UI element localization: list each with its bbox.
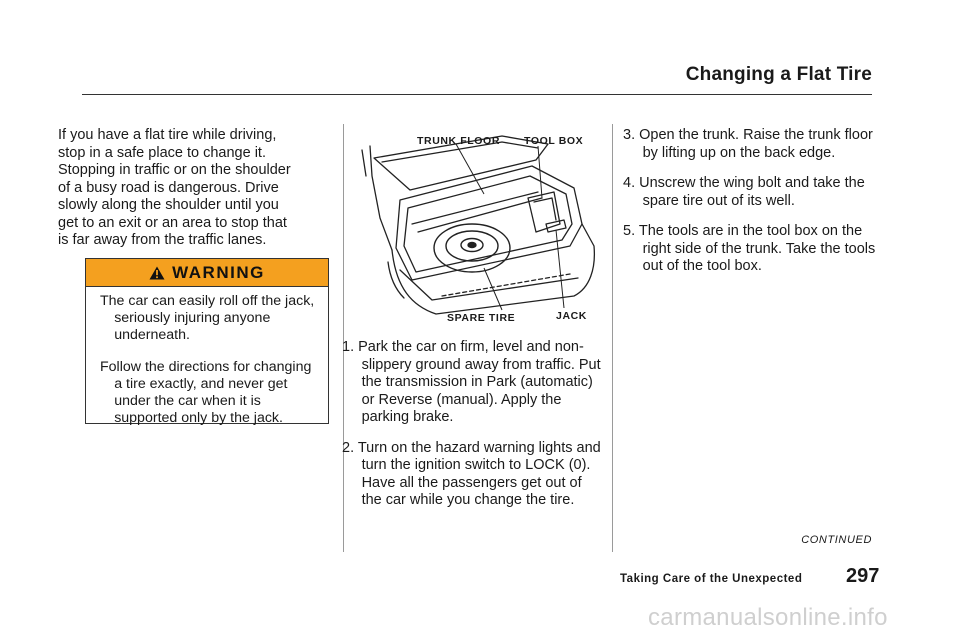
label-trunk-floor: TRUNK FLOOR — [417, 135, 501, 147]
warning-triangle-icon — [149, 266, 165, 280]
warning-paragraph: Follow the directions for changing a tire exactly, and never get under the car when it is supported only by the jack. — [100, 359, 312, 426]
title-rule — [82, 94, 872, 95]
intro-line: If you have a flat tire while driving, — [58, 127, 277, 143]
step-item: 4. Unscrew the wing bolt and take the spare tire out of its well. — [623, 175, 865, 209]
intro-line: stop in a safe place to change it. — [58, 144, 266, 161]
trunk-illustration — [352, 128, 607, 326]
intro-paragraph — [58, 127, 338, 250]
steps-middle — [342, 339, 604, 523]
step-item: 5. The tools are in the tool box on the right side of the trunk. Take the tools out of the tool box. — [623, 223, 876, 274]
warning-box — [85, 258, 329, 424]
warning-label: WARNING — [172, 262, 265, 282]
warning-paragraph: The car can easily roll off the jack, seriously injuring anyone underneath. — [100, 293, 315, 343]
warning-header — [86, 259, 328, 287]
watermark: carmanualsonline.info — [648, 604, 888, 631]
label-jack: JACK — [556, 310, 587, 322]
intro-line: of a busy road is dangerous. Drive — [58, 179, 279, 196]
step-item: 2. Turn on the hazard warning lights and turn the ignition switch to LOCK (0). Have all the passengers get out of the car while you change the tire. — [342, 439, 601, 508]
intro-line: Stopping in traffic or on the shoulder — [58, 162, 291, 178]
intro-line: get to an exit or an area to stop that — [58, 214, 287, 231]
step-item: 1. Park the car on firm, level and non-slippery ground away from traffic. Put the transmission in Park (automatic) or Reverse (manual). Apply the parking brake. — [342, 339, 601, 425]
intro-line: slowly along the shoulder until you — [58, 197, 279, 213]
label-spare-tire: SPARE TIRE — [447, 312, 516, 324]
intro-line: is far away from the traffic lanes. — [58, 232, 267, 248]
continued-label: CONTINUED — [801, 534, 872, 546]
steps-right — [623, 127, 879, 289]
label-tool-box: TOOL BOX — [524, 135, 584, 147]
step-item: 3. Open the trunk. Raise the trunk floor by lifting up on the back edge. — [623, 127, 873, 161]
footer-section-title: Taking Care of the Unexpected — [620, 573, 803, 585]
column-divider-right — [612, 124, 613, 552]
page-number: 297 — [846, 565, 880, 587]
page-title: Changing a Flat Tire — [685, 64, 872, 85]
